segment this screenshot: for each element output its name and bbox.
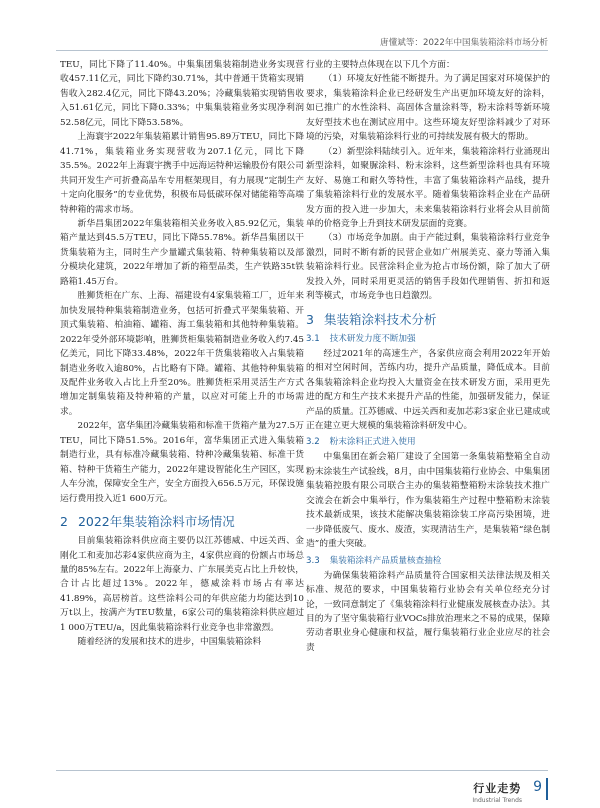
subsection-heading [306,554,550,568]
paragraph: 上海寰宇2022年集装箱累计销售95.89万TEU，同比下降41.71%，集装箱业务实现营收为207.1亿元，同比下降35.5%。2022年上海寰宇携手中远海运特种运输股份有限公司共同开发生产可折叠高品车专用框架现目，有力展现“定制生产＋定向化服务”的专业优势，积极布局低碳环保对储能箱等高端特种箱的需求市场。 [60,132,304,215]
magazine-section-en: Industrial Trends [472,797,522,804]
subsection-number: 3.2 [306,437,320,448]
footer-rule [56,770,548,771]
paragraph: 新华昌集团2022年集装箱相关业务收入85.92亿元，集装箱产量达到45.5万TEU，同比下降55.78%。新华昌集团以干货集装箱为主，同时生产少量罐式集装箱、特种集装箱以及部分模块化建筑，2022年增加了新的箱型品类，生产铁路35t铁路箱1.45万台。 [60,218,304,287]
subsection-title: 粉末涂料正式进入使用 [329,437,416,448]
paragraph: TEU，同比下降了11.40%。中集集团集装箱制造业务实现营收457.11亿元，同比下降约30.71%，其中普通干货箱实现销售收入282.4亿元，同比下降43.20%；冷藏集装箱实现销售收入51.61亿元，同比下降0.33%；中集集装箱业务实现净利润52.58亿元，同比下降53.58%。 [60,60,304,128]
magazine-section-label [472,780,522,804]
paragraph: （1）环境友好性能不断提升。为了满足国家对环境保护的要求，集装箱涂料企业已经研发生产出更加环境友好的涂料，如已推广的水性涂料、高固体含量涂料等，粉末涂料等新环境友好型技术也在测试应用中。这些环境友好型涂料减少了对环境的污染，对集装箱涂料行业的可持续发展有极大的帮助。 [306,74,550,143]
section-number: 3 [306,311,314,327]
section-number: 2 [60,514,68,530]
paragraph: 中集集团在新会箱厂建设了全国第一条集装箱整箱全自动粉末涂装生产试验线，8月，由中国集装箱行业协会、中集集团集装箱控股有限公司联合主办的集装箱整箱粉末涂装技术推广交流会在新会中集举行，作为集装箱生产过程中整箱粉末涂装技术最新成果，该技术能解决集装箱涂装工序高污染困境，进一步降低废气、废水、废渣，实现清洁生产，是集装箱“绿色制造”的重大突破。 [306,452,550,550]
paragraph: （3）市场竞争加剧。由于产能过剩，集装箱涂料行业竞争激烈，同时不断有新的民营企业如广州展美克、豪力等涌入集装箱涂料行业。民营涂料企业为抢占市场份额，除了加大了研发投入外，同时采用更灵活的销售手段如代理销售、折扣和返利等模式，市场竞争也日趋激烈。 [306,233,550,302]
paragraph: 为确保集装箱涂料产品质量符合国家相关法律法规及相关标准、规范的要求，中国集装箱行业协会有关单位经充分讨论，一致同意制定了《集装箱涂料行业健康发展核查办法》。其目的为了坚守集装箱行业VOCs排放治理来之不易的成果，保障劳动者职业身心健康和权益，履行集装箱行业企业应尽的社会责 [306,570,550,653]
paragraph: （2）新型涂料陆续引入。近年来，集装箱涂料行业涌现出新型涂料，如聚脲涂料、粉末涂料，这些新型涂料也具有环境友好、易施工和耐久等特性，丰富了集装箱涂料产品线，提升了集装箱涂料行业的发展水平。随着集装箱涂料企业在产品研发方面的投入进一步加大，未来集装箱涂料行业将会从目前简单的价格竞争上升到技术研发层面的竞赛。 [306,146,550,229]
header-rule [56,50,548,51]
running-title: 唐懂斌等：2022年中国集装箱涂料市场分析 [380,38,548,48]
left-column [60,58,304,650]
paragraph: 胜狮货柜在广东、上海、福建设有4家集装箱工厂，近年来加快发展特种集装箱制造业务，包括可折叠式平架集装箱、开顶式集装箱、柏油箱、罐箱、海工集装箱和其他特种集装箱。2022年受外部环境影响，胜狮货柜集装箱制造业务收入约7.45亿美元，同比下降33.48%，2022年干货集装箱收入占集装箱制造业务收入逾80%，占比略有下降。罐箱、其他特种集装箱及配件业务收入占比上升至20%。胜狮货柜采用灵活生产方式增加定制集装箱及特种箱的产量，以应对可能上升的市场需求。 [60,291,304,417]
subsection-number: 3.3 [306,555,320,566]
subsection-title: 集装箱涂料产品质量核查抽检 [329,555,442,566]
subsection-title: 技术研发力度不断加强 [329,333,416,344]
paragraph: 随着经济的发展和技术的进步，中国集装箱涂料 [77,637,262,648]
paragraph: 行业的主要特点体现在以下几个方面： [306,60,455,70]
section-heading [60,514,304,530]
page-header [0,0,600,52]
section-title: 2022年集装箱涂料市场情况 [77,514,235,530]
magazine-section-zh: 行业走势 [473,782,522,795]
footer-accent-bar [546,778,548,800]
page-footer [0,770,600,808]
right-column [306,58,550,655]
paragraph: 目前集装箱涂料供应商主要仍以江苏德威、中远关西、金刚化工和麦加芯彩4家供应商为主，4家供应商的份额占市场总量的85%左右。2022年上海豪力、广东展美克占比上升较快，合计占比超过13%。2022年，德威涂料市场占有率达41.89%，高居榜首。这些涂料公司的年供应能力均能达到10万t以上，按满产为TEU数量，6家公司的集装箱涂料供应超过1 000万TEU/a，因此集装箱涂料行业竞争也非常激烈。 [60,536,304,633]
section-title: 集装箱涂料技术分析 [323,311,437,327]
paragraph: 经过2021年的高速生产，各家供应商会利用2022年开始的相对空闲时间，苦练内功，提升产品质量，降低成本。目前各集装箱涂料企业均投入大量资金在技术研发方面，采用更先进的配方和生产技术来提升产品的性能，加强研发能力，保证产品的质量。江苏德威、中远关西和麦加芯彩3家企业已建成或正在建立更大规模的集装箱涂料研发中心。 [306,348,550,431]
section-heading [306,312,550,328]
subsection-heading [306,435,550,449]
paragraph: 2022年，富华集团冷藏集装箱和标准干货箱产量为27.5万TEU，同比下降51.5%。2016年，富华集团正式进入集装箱制造行业，具有标准冷藏集装箱、特种冷藏集装箱、标准干货箱、特种干货箱生产能力，2022年建设智能化生产园区，实现人车分流，保障安全生产，安全方面投入656.5万元，环保设施运行费用投入近1 600万元。 [60,421,304,504]
page-number: 9 [533,779,542,795]
subsection-number: 3.1 [306,333,320,344]
subsection-heading [306,332,550,346]
